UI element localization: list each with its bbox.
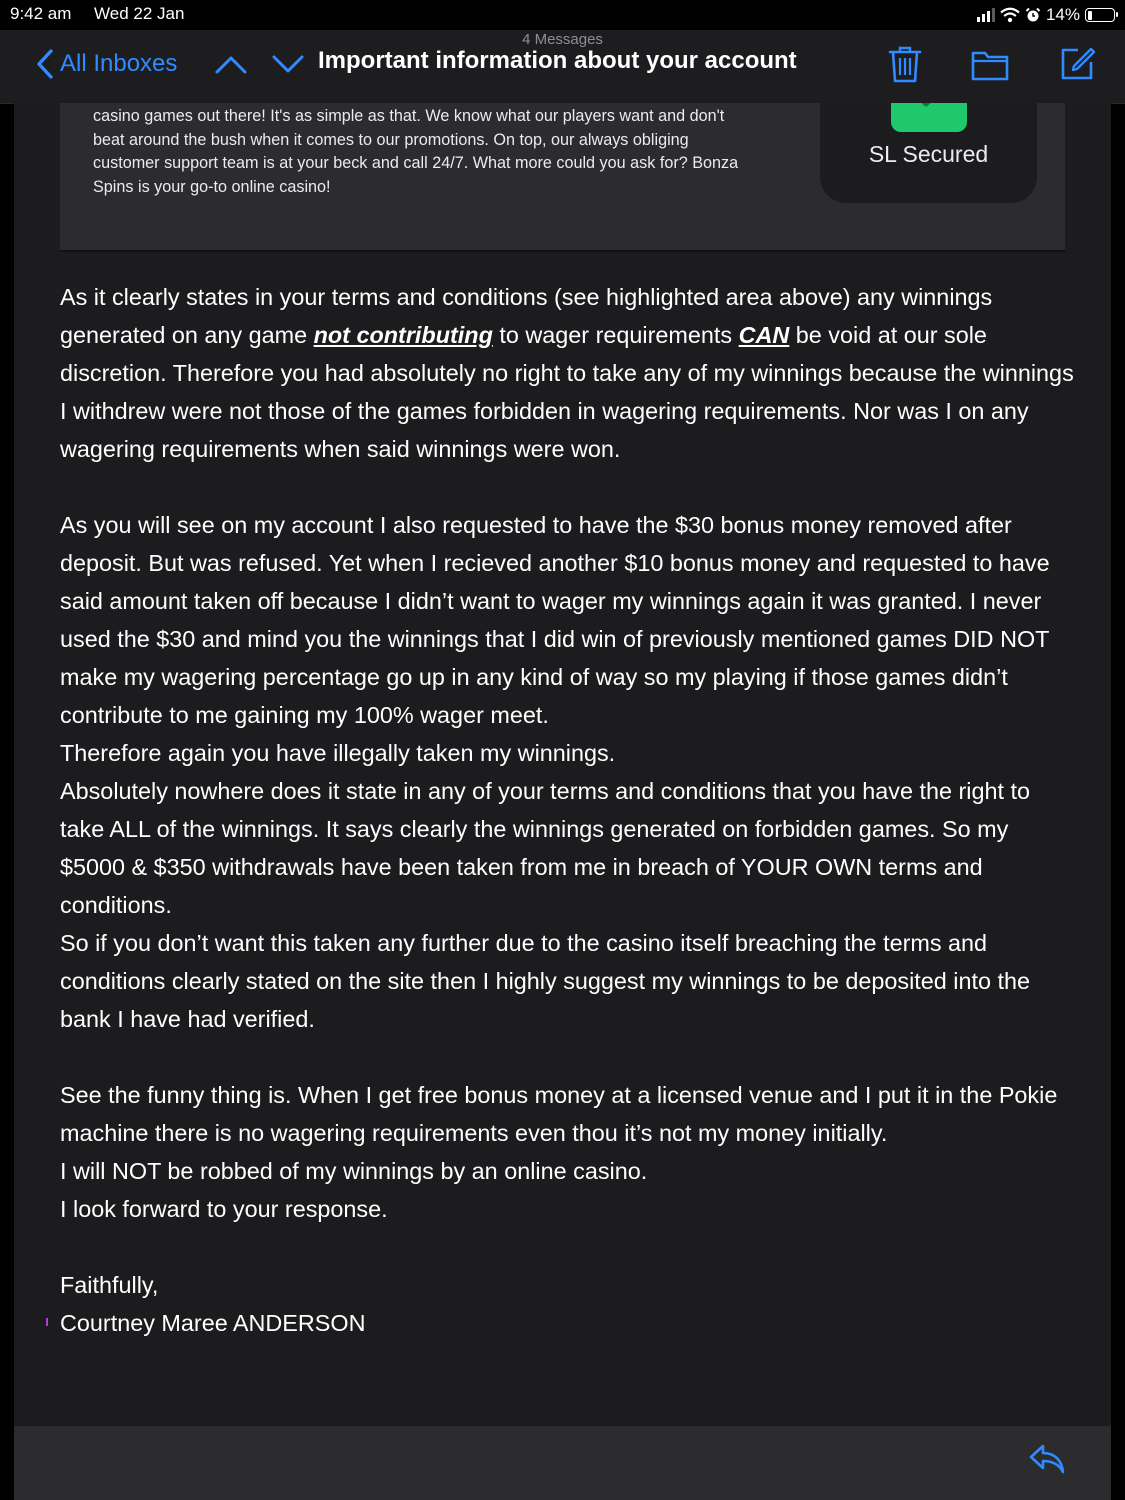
paragraph: Absolutely nowhere does it state in any of your terms and conditions that you have the right to take ALL of the winnings. It says clearly the winnings generated on forbidden games. So my $5000 & $350 withdrawals have been taken from me in breach of YOUR OWN terms and conditions. [60,778,1030,918]
signature: Courtney Maree ANDERSON [60,1310,366,1336]
checkmark-icon [891,103,967,121]
quoted-line: casino games out there! It's as simple as that. We know what our players want and don't [93,107,725,125]
battery-fill [1088,11,1092,20]
quoted-line: Spins is your go-to online casino! [93,177,331,196]
paragraph: See the funny thing is. When I get free bonus money at a licensed venue and I put it in the Pokie machine there is no wagering requirements even thou it’s not my money initially. [60,1082,1058,1146]
secured-badge [820,103,1037,203]
quoted-section [60,103,1065,252]
back-button[interactable] [34,48,177,80]
message-subject: Important information about your account [318,47,797,74]
paragraph: As it clearly states in your terms and conditions (see highlighted area above) any winnings generated on any game not contributing to wager requirements CAN be void at our sole discretion. Therefore you had absolutely no right to take any of my winnings because the winnings I withdrew were not those of the games forbidden in wagering requirements. Nor was I on any wagering requirements when said winnings were won. [60,284,1074,462]
quoted-text [93,105,793,199]
emphasis-text: not contributing [313,322,493,348]
quoted-line: customer support team is at your beck and call 24/7. What more could you ask for? Bonza [93,154,739,172]
message-text [60,278,1075,1342]
status-date: Wed 22 Jan [94,4,185,23]
paragraph: As you will see on my account I also requested to have the $30 bonus money removed after deposit. But was refused. Yet when I recieved another $10 bonus money and requested to have said amount taken off because I didn’t want to wager my winnings again it was granted. I never used the $30 and mind you the winnings that I did win of previously mentioned games DID NOT make my wagering percentage go up in any kind of way so my playing if those games didn’t contribute to me gaining my 100% wager meet. [60,512,1050,728]
secured-label: SL Secured [868,141,989,167]
battery-percent: 14% [1045,5,1080,24]
status-bar [0,0,1125,30]
paragraph: I look forward to your response. [60,1196,388,1222]
chevron-down-icon[interactable] [271,50,305,78]
quoted-line: beat around the bush when it comes to our promotions. On top, our always obliging [93,130,689,149]
trash-icon[interactable] [888,44,922,84]
bottom-toolbar [14,1426,1111,1500]
paragraph: So if you don’t want this taken any further due to the casino itself breaching the terms and conditions clearly stated on the site then I highly suggest my winnings to be deposited into the bank I have had verified. [60,930,1031,1032]
compose-icon[interactable] [1058,44,1096,82]
emphasis-text: CAN [738,322,790,348]
sign-off: Faithfully, [60,1272,159,1298]
status-indicators [977,3,1115,27]
paragraph: I will NOT be robbed of my winnings by an online casino. [60,1158,648,1184]
folder-icon[interactable] [970,48,1010,82]
reply-icon[interactable] [1028,1442,1066,1476]
alarm-icon [1025,7,1041,23]
battery-icon [1085,8,1115,22]
chevron-left-icon [34,48,56,80]
message-body-area[interactable] [14,103,1111,1426]
chevron-up-icon[interactable] [214,50,248,78]
paragraph: Therefore again you have illegally taken my winnings. [60,740,616,766]
signal-icon [977,8,995,22]
check-tile [891,103,967,132]
status-time: 9:42 am [10,4,72,23]
message-count: 4 Messages [522,31,603,48]
back-label: All Inboxes [60,50,178,77]
mail-nav-bar [0,30,1125,104]
wifi-icon [1000,7,1020,23]
text-cursor [46,1318,48,1326]
